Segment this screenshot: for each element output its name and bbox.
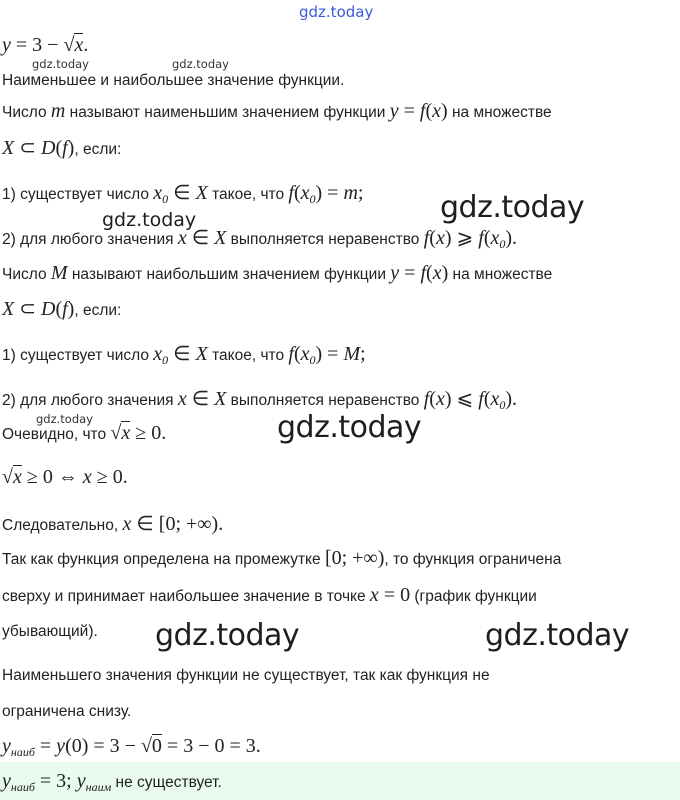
watermark-large-4: gdz.today [485, 618, 630, 653]
max-condition-1: 1) существует число $x_0$ ∈ X такое, что $f(x_0) = M$; [2, 343, 366, 367]
watermark-top: gdz.today [299, 3, 374, 21]
function-definition: y = 3 − √x. [2, 34, 89, 56]
reasoning-line-3: убывающий). [2, 623, 98, 640]
reasoning-line-1: Так как функция определена на промежутке [0; +∞), то функция ограничена [2, 547, 562, 569]
watermark-large-3: gdz.today [155, 618, 300, 653]
watermark-large-1: gdz.today [440, 190, 585, 225]
max-definition: Число M называют наибольшим значением функции y = f(x) на множестве [2, 262, 553, 284]
watermark-small-1: gdz.today [32, 57, 89, 71]
no-minimum-line-1: Наименьшего значения функции не существует, так как функция не [2, 667, 490, 684]
section-heading: Наименьшее и наибольшее значение функции. [2, 72, 345, 89]
min-definition: Число m называют наименьшим значением функции y = f(x) на множестве [2, 100, 552, 122]
final-answer: $y_{наиб} = 3$; $y_{наим}$ не существует. [2, 770, 222, 794]
min-condition-2: 2) для любого значения x ∈ X выполняется неравенство f(x) ⩾ $f(x_0)$. [2, 227, 518, 251]
max-set: X ⊂ D(f), если: [2, 298, 122, 320]
inequality-equivalence: √x ≥ 0 ⇔ x ≥ 0. [2, 466, 128, 488]
no-minimum-line-2: ограничена снизу. [2, 703, 132, 720]
min-set: X ⊂ D(f), если: [2, 137, 122, 159]
obvious-statement: Очевидно, что √x ≥ 0. [2, 422, 167, 444]
watermark-large-2: gdz.today [277, 410, 422, 445]
reasoning-line-2: сверху и принимает наибольшее значение в точке x = 0 (график функции [2, 584, 537, 606]
max-condition-2: 2) для любого значения x ∈ X выполняется неравенство f(x) ⩽ $f(x_0)$. [2, 388, 518, 412]
watermark-small-2: gdz.today [172, 57, 229, 71]
domain-conclusion: Следовательно, x ∈ [0; +∞). [2, 513, 224, 535]
min-condition-1: 1) существует число $x_0$ ∈ X такое, что $f(x_0) = m$; [2, 182, 364, 206]
watermark-small-3: gdz.today [36, 412, 93, 426]
max-value-calculation: $y_{наиб} = y(0) = 3 - √0 = 3 - 0 = 3$. [2, 735, 261, 759]
watermark-medium-1: gdz.today [102, 209, 197, 231]
